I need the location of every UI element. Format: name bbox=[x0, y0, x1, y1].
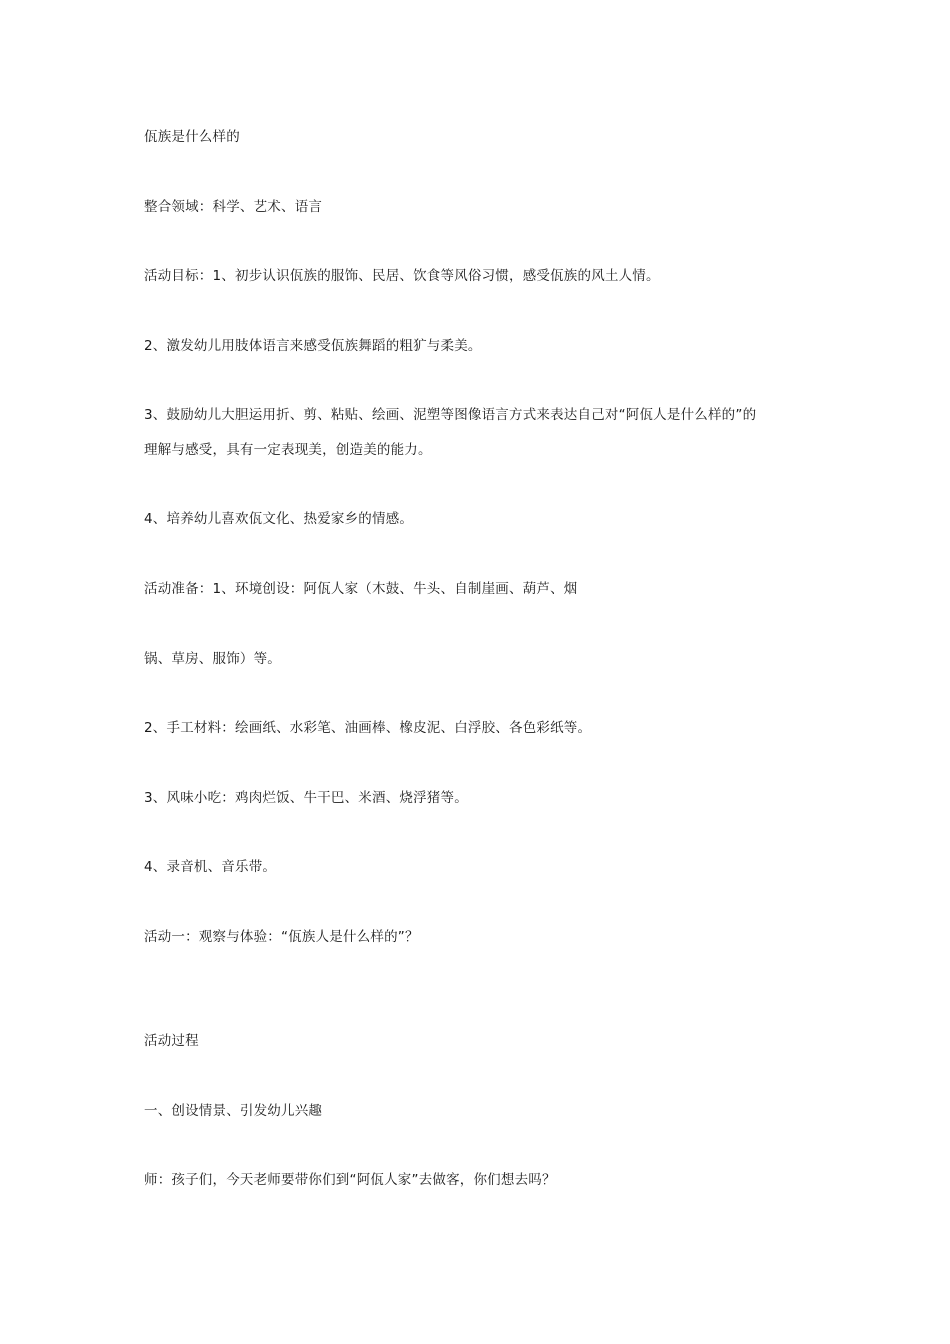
integration-domains: 整合领域：科学、艺术、语言 bbox=[144, 199, 323, 215]
preparation-4: 4、录音机、音乐带。 bbox=[144, 859, 277, 875]
activity-process-heading: 活动过程 bbox=[144, 1033, 199, 1049]
teacher-line: 师：孩子们，今天老师要带你们到“阿佤人家”去做客，你们想去吗？ bbox=[144, 1172, 556, 1188]
preparation-1-continued: 锅、草房、服饰）等。 bbox=[144, 651, 281, 667]
preparation-3: 3、风味小吃：鸡肉烂饭、牛干巴、米酒、烧浮猪等。 bbox=[144, 790, 468, 806]
preparation-2: 2、手工材料：绘画纸、水彩笔、油画棒、橡皮泥、白浮胶、各色彩纸等。 bbox=[144, 720, 592, 736]
goal-3: 3、鼓励幼儿大胆运用折、剪、粘贴、绘画、泥塑等图像语言方式来表达自己对“阿佤人是什么样的”的 bbox=[144, 407, 757, 423]
goal-3-continued: 理解与感受，具有一定表现美，创造美的能力。 bbox=[144, 442, 432, 458]
step-one-heading: 一、创设情景、引发幼儿兴趣 bbox=[144, 1103, 323, 1119]
goal-1: 活动目标：1、初步认识佤族的服饰、民居、饮食等风俗习惯，感受佤族的风土人情。 bbox=[144, 268, 660, 284]
goal-2: 2、激发幼儿用肢体语言来感受佤族舞蹈的粗犷与柔美。 bbox=[144, 338, 482, 354]
activity-one-heading: 活动一：观察与体验：“佤族人是什么样的”？ bbox=[144, 929, 419, 945]
preparation-1: 活动准备：1、环境创设：阿佤人家（木鼓、牛头、自制崖画、葫芦、烟 bbox=[144, 581, 578, 597]
goal-4: 4、培养幼儿喜欢佤文化、热爱家乡的情感。 bbox=[144, 511, 414, 527]
document-title: 佤族是什么样的 bbox=[144, 129, 240, 145]
